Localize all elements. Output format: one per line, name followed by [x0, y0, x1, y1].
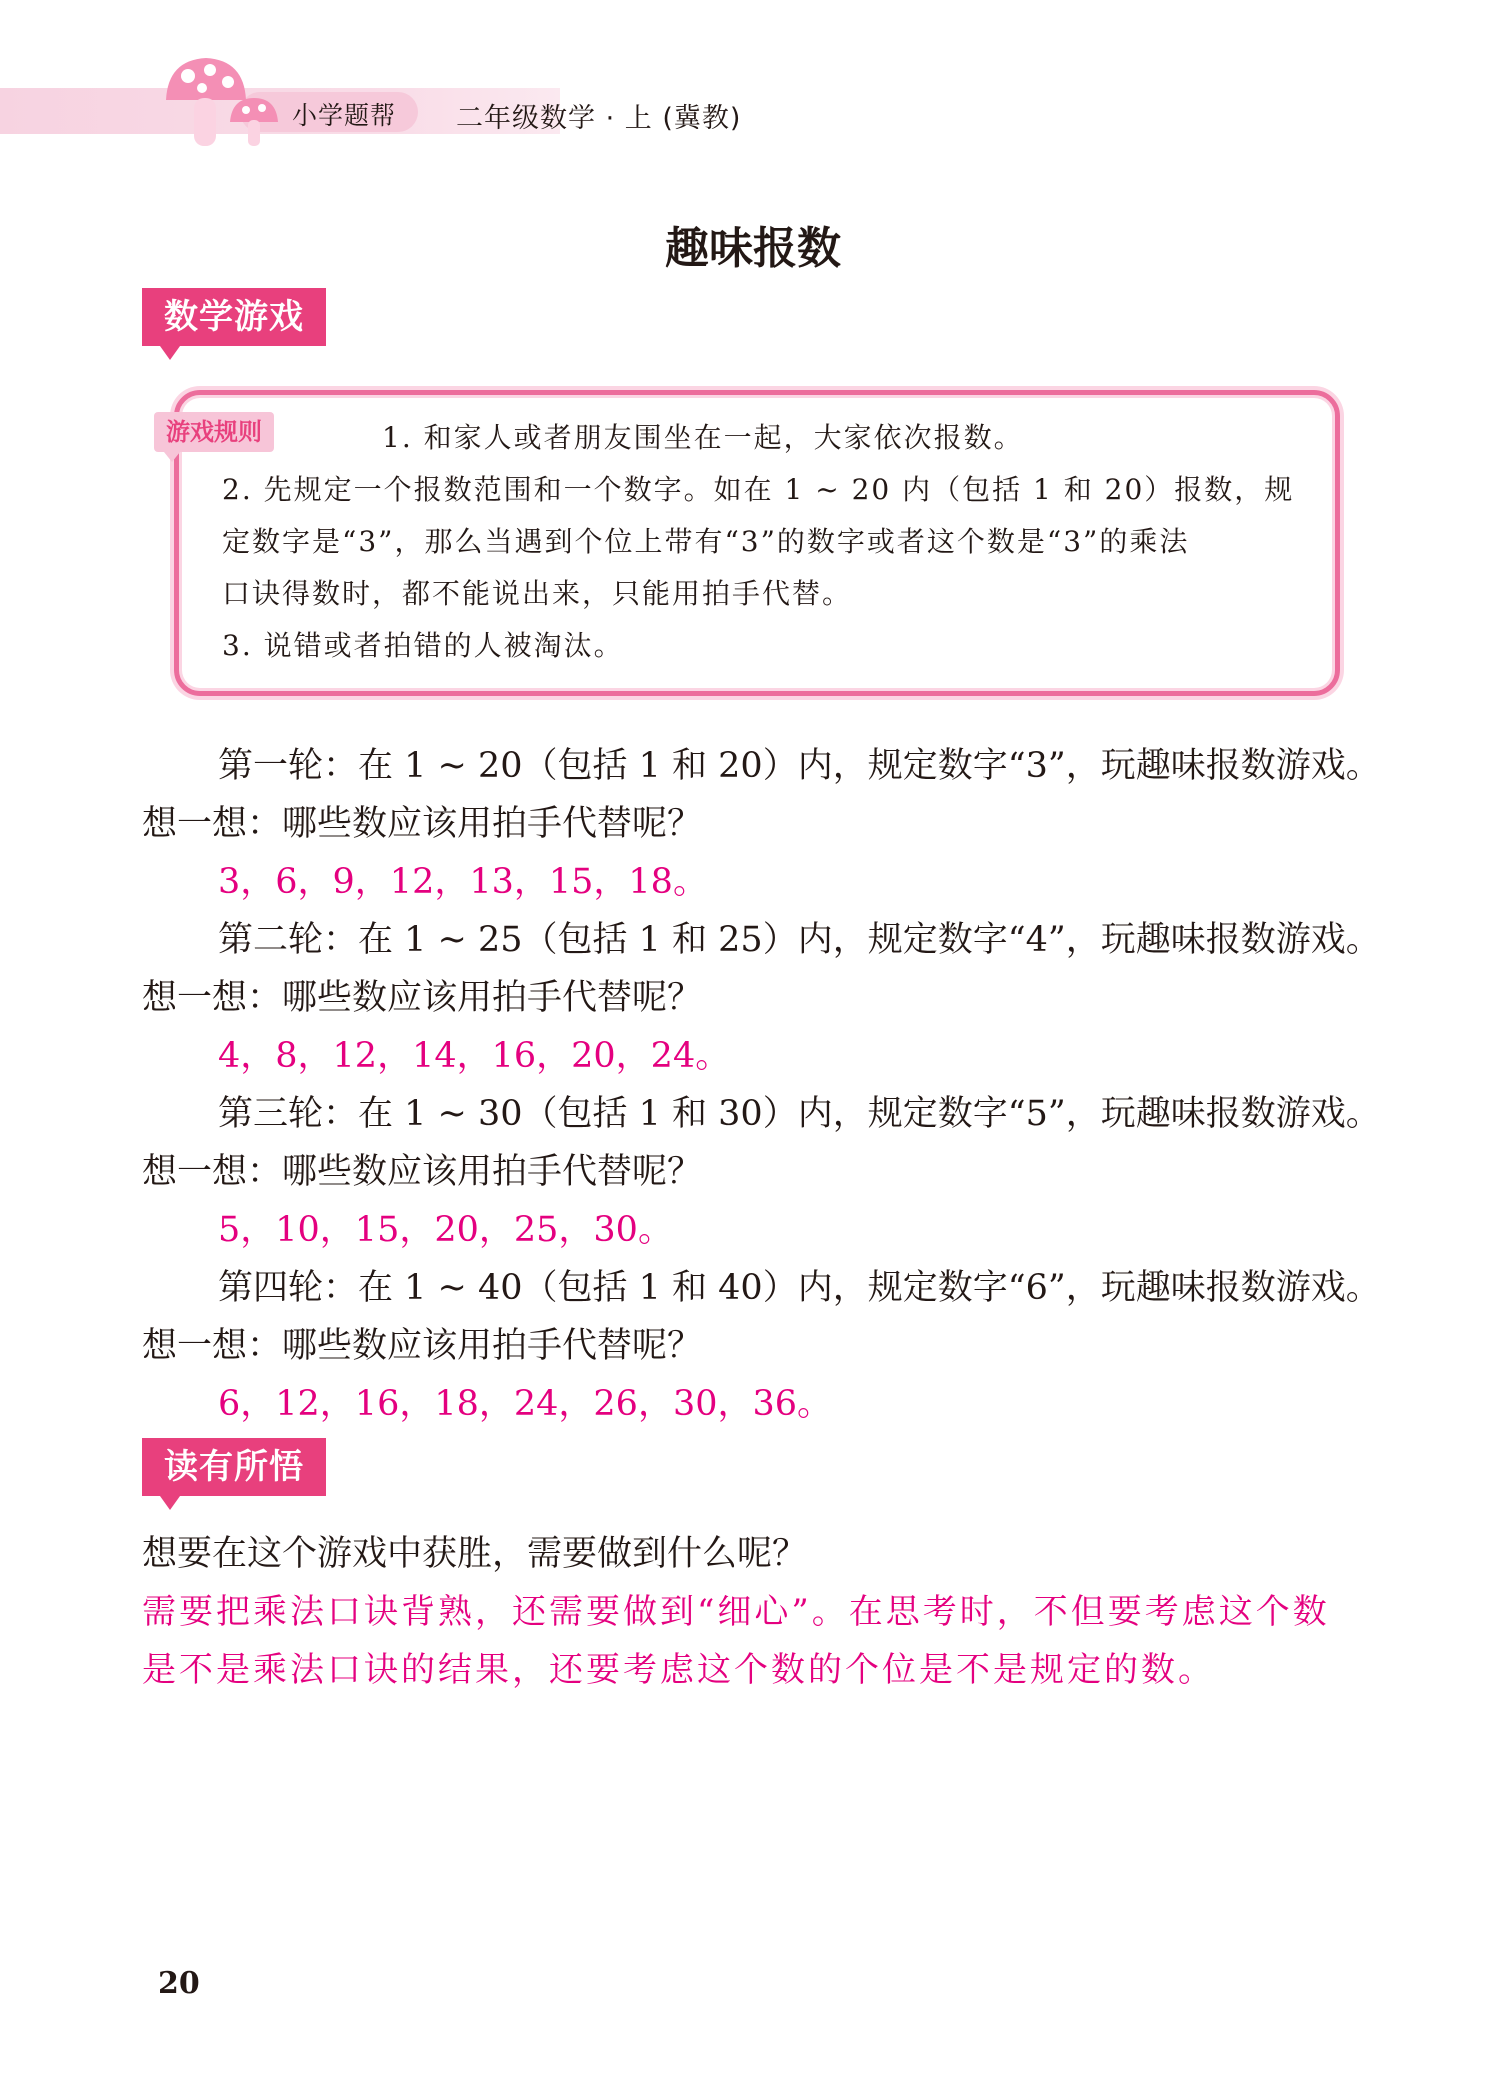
rule-line-2: 2. 先规定一个报数范围和一个数字。如在 1 ~ 20 内（包括 1 和 20）报数，规 — [222, 473, 1295, 506]
page-title: 趣味报数 — [665, 223, 841, 274]
round-3-answer: 5，10，15，20，25，30。 — [218, 1210, 673, 1250]
round-2-question: 第二轮：在 1 ~ 25（包括 1 和 25）内，规定数字“4”，玩趣味报数游戏。 — [218, 920, 1381, 960]
section-tag-reflect-label: 读有所悟 — [164, 1447, 304, 1487]
rule-line-3: 定数字是“3”，那么当遇到个位上带有“3”的数字或者这个数是“3”的乘法 — [222, 525, 1190, 558]
rule-line-4: 口诀得数时，都不能说出来，只能用拍手代替。 — [222, 577, 853, 610]
rule-line-5: 3. 说错或者拍错的人被淘汰。 — [222, 629, 624, 662]
reflect-answer-line-2: 是不是乘法口诀的结果，还要考虑这个数的个位是不是规定的数。 — [142, 1650, 1215, 1690]
book-subtitle: 二年级数学 · 上 (冀教) — [456, 103, 742, 134]
round-2-think: 想一想：哪些数应该用拍手代替呢？ — [142, 978, 703, 1018]
round-4-answer: 6，12，16，18，24，26，30，36。 — [218, 1384, 833, 1424]
section-tag-game-label: 数学游戏 — [164, 297, 304, 337]
round-1-question: 第一轮：在 1 ~ 20（包括 1 和 20）内，规定数字“3”，玩趣味报数游戏。 — [218, 746, 1381, 786]
reflect-answer-line-1: 需要把乘法口诀背熟，还需要做到“细心”。在思考时，不但要考虑这个数 — [142, 1592, 1330, 1632]
round-1-think: 想一想：哪些数应该用拍手代替呢？ — [142, 804, 703, 844]
round-4-think: 想一想：哪些数应该用拍手代替呢？ — [142, 1326, 703, 1366]
rules-tag-tail — [164, 452, 180, 462]
rules-tag — [154, 412, 274, 452]
tag-tail — [160, 346, 180, 360]
tag-tail — [160, 1496, 180, 1510]
round-3-question: 第三轮：在 1 ~ 30（包括 1 和 30）内，规定数字“5”，玩趣味报数游戏。 — [218, 1094, 1381, 1134]
round-1-answer: 3，6，9，12，13，15，18。 — [218, 862, 708, 902]
rule-line-1: 1. 和家人或者朋友围坐在一起，大家依次报数。 — [382, 421, 1024, 454]
brand-label: 小学题帮 — [292, 101, 397, 130]
section-tag-game — [142, 288, 326, 346]
round-3-think: 想一想：哪些数应该用拍手代替呢？ — [142, 1152, 703, 1192]
round-4-question: 第四轮：在 1 ~ 40（包括 1 和 40）内，规定数字“6”，玩趣味报数游戏。 — [218, 1268, 1381, 1308]
round-2-answer: 4，8，12，14，16，20，24。 — [218, 1036, 731, 1076]
section-tag-reflect — [142, 1438, 326, 1496]
mushroom-icon — [158, 52, 288, 152]
reflect-question: 想要在这个游戏中获胜，需要做到什么呢？ — [142, 1534, 808, 1574]
rules-tag-label: 游戏规则 — [166, 418, 262, 446]
page-number: 20 — [158, 1966, 200, 2001]
